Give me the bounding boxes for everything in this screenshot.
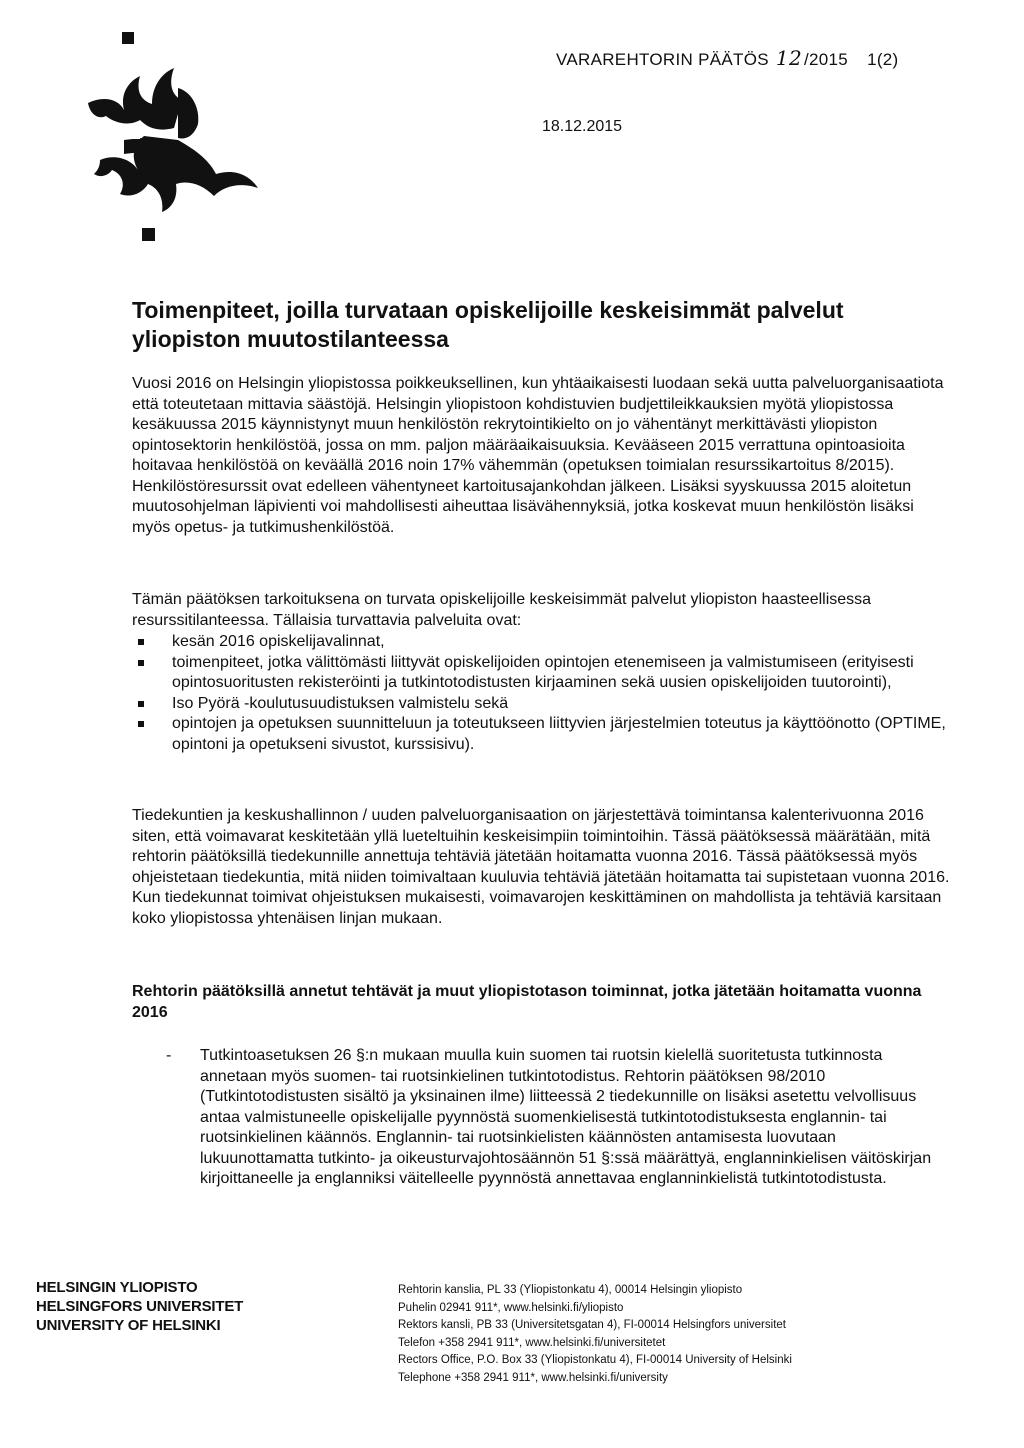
university-name-en: UNIVERSITY OF HELSINKI bbox=[36, 1317, 221, 1334]
contact-line: Rectors Office, P.O. Box 33 (Yliopistonkatu 4), FI-00014 University of Helsinki bbox=[398, 1354, 792, 1367]
document-type-label: VARAREHTORIN PÄÄTÖS bbox=[556, 50, 769, 69]
university-name-fi: HELSINGIN YLIOPISTO bbox=[36, 1279, 198, 1296]
list-item: kesän 2016 opiskelijavalinnat, bbox=[132, 632, 952, 653]
decision-year: /2015 bbox=[803, 50, 849, 69]
document-date: 18.12.2015 bbox=[542, 118, 623, 135]
list-item: toimenpiteet, jotka välittömästi liittyvät opiskelijoiden opintojen etenemiseen ja valmistumiseen (erityisesti opintosuoritusten rekisteröinti ja tutkintotodistusten kirjaaminen sekä uusien opiskelijoiden tuutorointi), bbox=[132, 653, 952, 694]
document-header bbox=[556, 46, 899, 70]
contact-line: Telephone +358 2941 911*, www.helsinki.fi/university bbox=[398, 1371, 668, 1384]
contact-line: Telefon +358 2941 911*, www.helsinki.fi/universitetet bbox=[398, 1336, 666, 1349]
list-item: - Tutkintoasetuksen 26 §:n mukaan muulla kuin suomen tai ruotsin kielellä suoritetusta tutkinnosta annetaan myös suomen- tai ruotsinkielinen tutkintotodistus. Rehtorin päätöksen 98/2010 (Tutkintotodistusten sisältö ja yksinainen ilme) liitteessä 2 tiedekunnille on lisäksi asetettu velvollisuus antaa valmistuneelle opiskelijalle pyynnöstä suomenkielisestä tutkintotodistuksesta englannin- tai ruotsinkielinen käännös. Englannin- tai ruotsinkielisten käännösten antamisesta luovutaan lukuunottamatta tutkinto- ja oikeusturvajohtosäännön 51 §:ssä määrättyä, englanninkielisen väitöskirjan kirjoittaneelle ja englanniksi väitelleelle pyynnöstä annettavaa englanninkielistä tutkintotodistusta. bbox=[132, 1046, 952, 1190]
paragraph-intro: Vuosi 2016 on Helsingin yliopistossa poikkeuksellinen, kun yhtäaikaisesti luodaan sekä uutta palveluorganisaatiota että toteutetaan mittavia säästöjä. Helsingin yliopistoon kohdistuvien budjettileikkauksien myötä yliopistossa kesäkuussa 2015 käynnistynyt muun henkilöstön rekrytointikielto on jo vähentänyt merkittävästi yliopiston opintosektorin henkilöstöä, jossa on mm. paljon määräaikaisuuksia. Kevääseen 2015 verrattuna opintoasioita hoitavaa henkilöstöä on keväällä 2016 noin 17% vähemmän (opetuksen toimialan resurssikartoitus 8/2015). Henkilöstöresurssit ovat edelleen vähentyneet kartoitusajankohdan jälkeen. Lisäksi syyskuussa 2015 aloitetun muutosohjelman läpivienti voi mahdollisesti aiheuttaa lisävähennyksiä, jotka koskevat muun henkilöstön lisäksi myös opetus- ja tutkimushenkilöstöä. bbox=[132, 375, 944, 536]
university-name-sv: HELSINGFORS UNIVERSITET bbox=[36, 1298, 244, 1315]
document-title: Toimenpiteet, joilla turvataan opiskelijoille keskeisimmät palvelut yliopiston muutostilanteessa bbox=[132, 297, 844, 352]
omitted-tasks-list bbox=[132, 1046, 952, 1190]
list-item: Iso Pyörä -koulutusuudistuksen valmistelu sekä bbox=[132, 694, 952, 715]
contact-line: Puhelin 02941 911*, www.helsinki.fi/yliopisto bbox=[398, 1301, 624, 1314]
paragraph-instructions: Tiedekuntien ja keskushallinnon / uuden palveluorganisaation on järjestettävä toimintansa kalenterivuonna 2016 siten, että voimavarat keskitetään yllä lueteltuihin keskeisimpiin toimintoihin. Tässä päätöksessä määrätään, mitä rehtorin päätöksillä tiedekunnille annettuja tehtäviä jätetään hoitamatta vuonna 2016. Tässä päätöksessä myös ohjeistetaan tiedekuntia, mitä niiden toimivaltaan kuuluvia tehtäviä jätetään hoitamatta tai supistetaan vuonna 2016. Kun tiedekunnat toimivat ohjeistuksen mukaisesti, voimavarojen keskittäminen on mahdollista ja tehtäviä karsitaan koko yliopistossa yhtenäisen linjan mukaan. bbox=[132, 807, 950, 927]
protected-services-list bbox=[132, 632, 952, 755]
contact-info-block bbox=[398, 1282, 792, 1388]
university-logo-icon bbox=[60, 28, 260, 248]
page-number: 1(2) bbox=[867, 50, 899, 69]
university-name-block bbox=[36, 1278, 243, 1335]
list-item: opintojen ja opetuksen suunnitteluun ja toteutukseen liittyvien järjestelmien toteutus ja käyttöönotto (OPTIME, opintoni ja opetukseni sivustot, kurssisivu). bbox=[132, 714, 952, 755]
contact-line: Rehtorin kanslia, PL 33 (Yliopistonkatu 4), 00014 Helsingin yliopisto bbox=[398, 1284, 743, 1296]
contact-line: Rektors kansli, PB 33 (Universitetsgatan 4), FI-00014 Helsingfors universitet bbox=[398, 1319, 786, 1332]
paragraph-purpose: Tämän päätöksen tarkoituksena on turvata opiskelijoille keskeisimmät palvelut yliopiston haasteellisessa resurssitilanteessa. Tällaisia turvattavia palveluita ovat: bbox=[132, 591, 872, 629]
section-heading: Rehtorin päätöksillä annetut tehtävät ja muut yliopistotason toiminnat, jotka jätetään hoitamatta vuonna 2016 bbox=[132, 983, 922, 1021]
handwritten-decision-number: 12 bbox=[775, 46, 802, 70]
